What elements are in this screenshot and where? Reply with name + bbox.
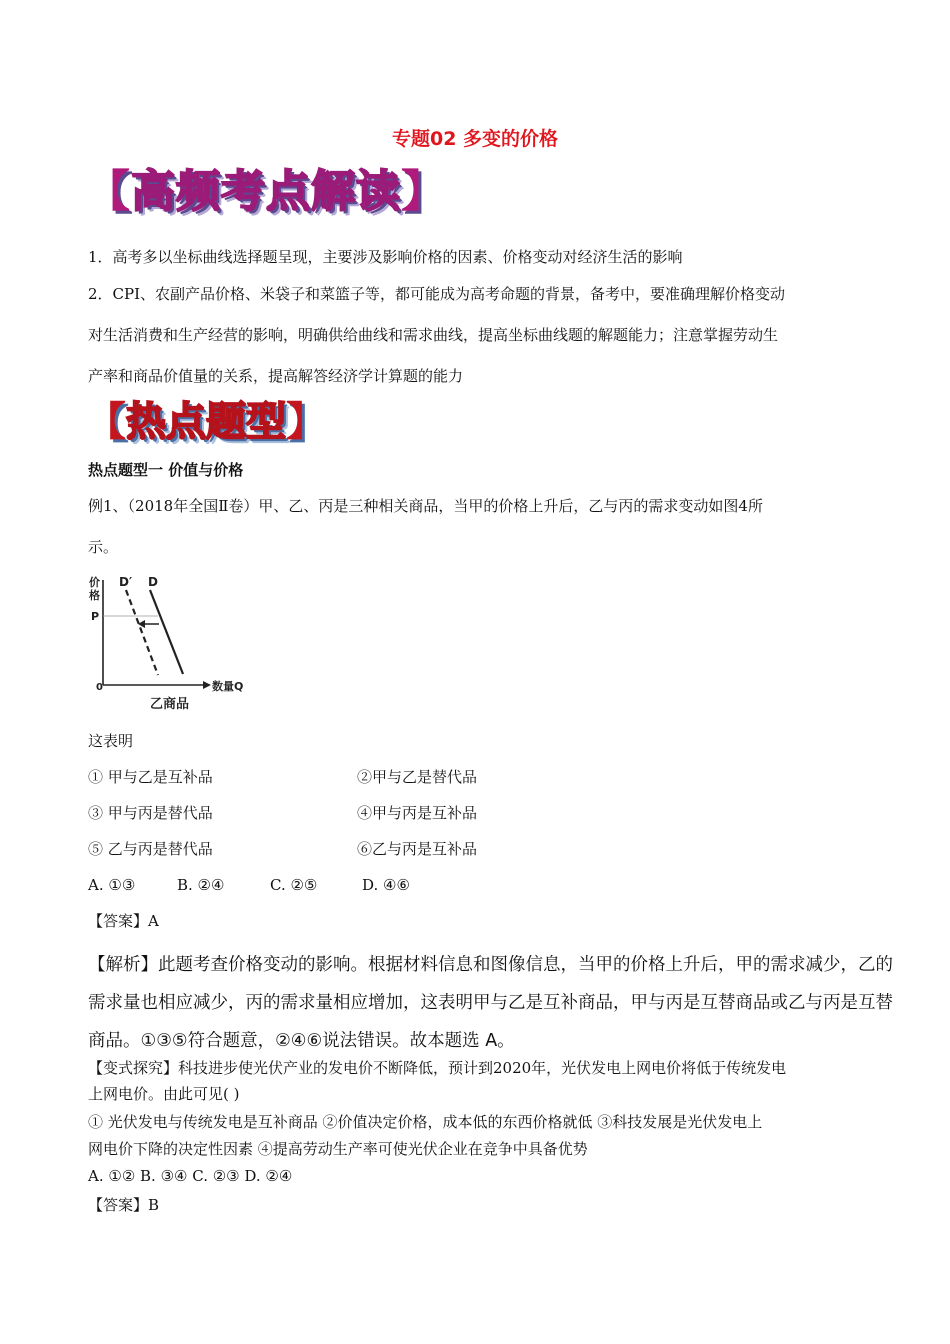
curve-d-label: D bbox=[148, 575, 158, 589]
intro-line-2: 2．CPI、农副产品价格、米袋子和菜篮子等，都可能成为高考命题的背景，备考中，要准确理解价格变动 bbox=[88, 285, 786, 303]
banner-hot-topics bbox=[86, 398, 326, 446]
choice-a: A. ①③ bbox=[88, 876, 136, 894]
option-3: ③ 甲与丙是替代品 bbox=[88, 804, 213, 822]
variant-line-2: 上网电价。由此可见( ) bbox=[88, 1085, 240, 1103]
answer-1: 【答案】A bbox=[88, 912, 159, 930]
option-5: ⑤ 乙与丙是替代品 bbox=[88, 840, 213, 858]
example-line-1: 例1、（2018年全国Ⅱ卷）甲、乙、丙是三种相关商品，当甲的价格上升后，乙与丙的需求变动如图4所 bbox=[88, 497, 763, 515]
choice-d: D. ④⑥ bbox=[362, 876, 410, 894]
intro-line-1: 1．高考多以坐标曲线选择题呈现，主要涉及影响价格的因素、价格变动对经济生活的影响 bbox=[88, 248, 683, 266]
variant-line-1: 【变式探究】科技进步使光伏产业的发电价不断降低，预计到2020年，光伏发电上网电价将低于传统发电 bbox=[88, 1059, 787, 1077]
analysis-line-2: 需求量也相应减少，丙的需求量相应增加，这表明甲与乙是互补商品，甲与丙是互替商品或乙与丙是互替 bbox=[88, 993, 893, 1013]
intro-line-3: 对生活消费和生产经营的影响，明确供给曲线和需求曲线，提高坐标曲线题的解题能力；注意掌握劳动生 bbox=[88, 326, 779, 344]
y-label-2: 格 bbox=[89, 589, 100, 602]
graph-caption: 乙商品 bbox=[150, 697, 190, 712]
choice-c: C. ②⑤ bbox=[270, 876, 318, 894]
bracket-close: 】 bbox=[286, 399, 326, 445]
y-label-1: 价 bbox=[89, 576, 100, 589]
analysis-line-1: 【解析】此题考查价格变动的影响。根据材料信息和图像信息，当甲的价格上升后，甲的需求减少，乙的 bbox=[88, 955, 893, 975]
variant-line-3: ① 光伏发电与传统发电是互补商品 ②价值决定价格，成本低的东西价格就低 ③科技发展是光伏发电上 bbox=[88, 1113, 763, 1131]
example-line-2: 示。 bbox=[88, 538, 119, 556]
intro-line-4: 产率和商品价值量的关系，提高解答经济学计算题的能力 bbox=[88, 367, 464, 385]
option-2: ②甲与乙是替代品 bbox=[357, 768, 478, 786]
banner-text: 高频考点解读 bbox=[131, 166, 401, 217]
analysis-line-3: 商品。①③⑤符合题意，②④⑥说法错误。故本题选 A。 bbox=[88, 1031, 515, 1051]
demand-shift-graph bbox=[88, 572, 288, 712]
option-6: ⑥乙与丙是互补品 bbox=[357, 840, 478, 858]
x-axis-label: 数量Q bbox=[212, 680, 244, 693]
option-4: ④甲与丙是互补品 bbox=[357, 804, 478, 822]
question-stem: 这表明 bbox=[88, 732, 134, 750]
bracket-close: 】 bbox=[401, 166, 446, 217]
banner-text: 热点题型 bbox=[126, 399, 286, 445]
banner-high-frequency bbox=[86, 166, 446, 218]
answer-2: 【答案】B bbox=[88, 1196, 160, 1214]
variant-choices: A. ①② B. ③④ C. ②③ D. ②④ bbox=[88, 1167, 293, 1185]
page-title: 专题02 多变的价格 bbox=[391, 128, 559, 150]
choice-b: B. ②④ bbox=[177, 876, 225, 894]
section-heading: 热点题型一 价值与价格 bbox=[88, 461, 244, 479]
curve-d-prime bbox=[126, 590, 158, 675]
bracket-open: 【 bbox=[86, 399, 126, 445]
curve-d-prime-label: D′ bbox=[119, 575, 133, 589]
curve-d bbox=[150, 590, 183, 674]
bracket-open: 【 bbox=[86, 166, 131, 217]
price-p-label: P bbox=[91, 610, 100, 623]
variant-line-4: 网电价下降的决定性因素 ④提高劳动生产率可使光伏企业在竞争中具备优势 bbox=[88, 1140, 588, 1158]
origin-label: 0 bbox=[96, 682, 103, 693]
option-1: ① 甲与乙是互补品 bbox=[88, 768, 213, 786]
